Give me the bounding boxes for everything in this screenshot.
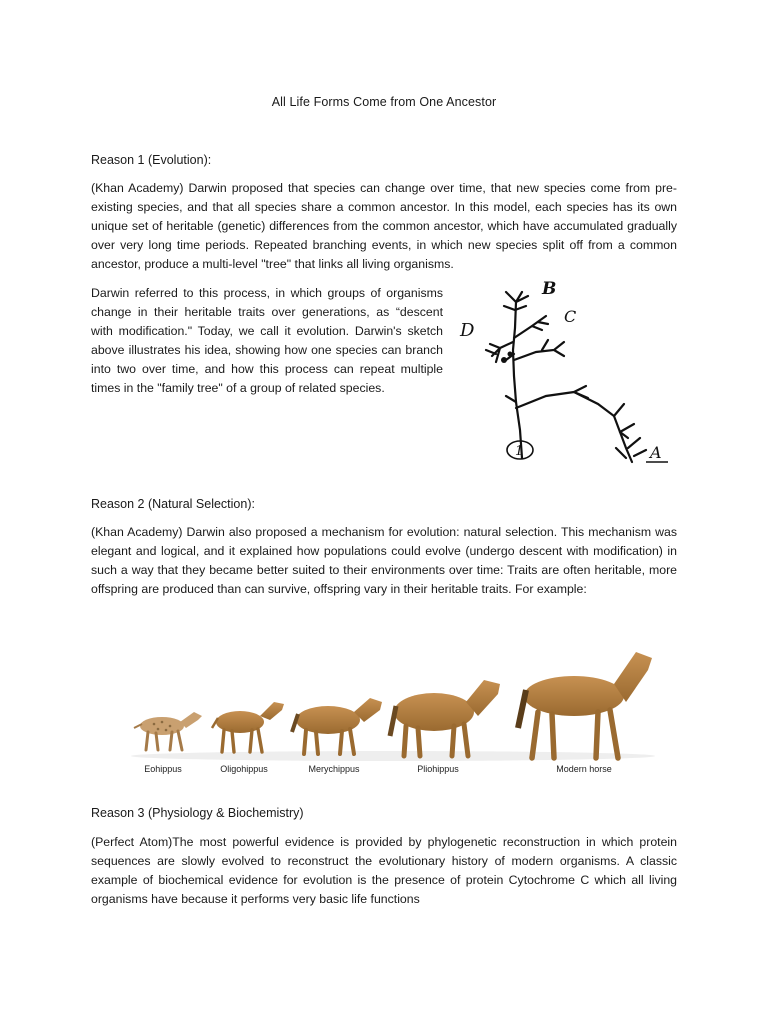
- horse-merychippus: [292, 698, 382, 754]
- horse-evolution-illustration: [128, 632, 658, 784]
- horse-pliohippus: [390, 680, 500, 756]
- horse-modern: [518, 652, 652, 758]
- reason1-paragraph-2: Darwin referred to this process, in which groups of organisms change in their heritable traits over generations, as “descent with modification." Today, we call it evolution. Darwin's sketch above illustrates his idea, showing how one species can branch into two over time, and how this process can repeat multiple times in the "family tree" of a group of related species.: [91, 286, 443, 395]
- horse-label-oligohippus: Oligohippus: [220, 764, 268, 774]
- reason2-heading: Reason 2 (Natural Selection):: [91, 497, 255, 511]
- reason2-paragraph: (Khan Academy) Darwin also proposed a mechanism for evolution: natural selection. This mechanism was elegant and logical, and it explained how populations could evolve (undergo descent with modification) in such a way that they became better suited to their environments over time: Traits are often heritable, more offspring are produced than can survive, offspring vary in their heritable traits. For example:: [91, 525, 677, 596]
- horse-label-eohippus: Eohippus: [144, 764, 182, 774]
- horse-oligohippus: [212, 702, 284, 752]
- tree-label-b: B: [542, 280, 557, 299]
- horse-eohippus: [134, 712, 202, 750]
- reason1-heading: Reason 1 (Evolution):: [91, 153, 212, 167]
- horse-label-merychippus: Merychippus: [308, 764, 360, 774]
- horse-label-modern: Modern horse: [556, 764, 612, 774]
- darwin-tree-sketch: [456, 280, 678, 472]
- tree-label-root: 1: [515, 444, 524, 459]
- reason3-heading: Reason 3 (Physiology & Biochemistry): [91, 806, 304, 820]
- page-title: All Life Forms Come from One Ancestor: [271, 95, 497, 109]
- horse-label-pliohippus: Pliohippus: [417, 764, 459, 774]
- reason3-paragraph: (Perfect Atom)The most powerful evidence is provided by phylogenetic reconstruction in which protein sequences are slowly evolved to reconstruct the evolutionary history of modern organisms. A classic example of biochemical evidence for evolution is the presence of protein Cytochrome C which all living organisms have because it performs very basic life functions: [91, 835, 677, 906]
- tree-label-d: D: [460, 320, 475, 341]
- tree-label-c: C: [564, 307, 577, 326]
- tree-label-a: A: [650, 443, 662, 462]
- reason1-paragraph-1: (Khan Academy) Darwin proposed that species can change over time, that new species come from pre-existing species, and that all species share a common ancestor. In this model, each species has its own unique set of heritable (genetic) differences from the common ancestor, which have accumulated gradually over very long time periods. Repeated branching events, in which new species split off from a common ancestor, produce a multi-level "tree" that links all living organisms.: [91, 181, 677, 271]
